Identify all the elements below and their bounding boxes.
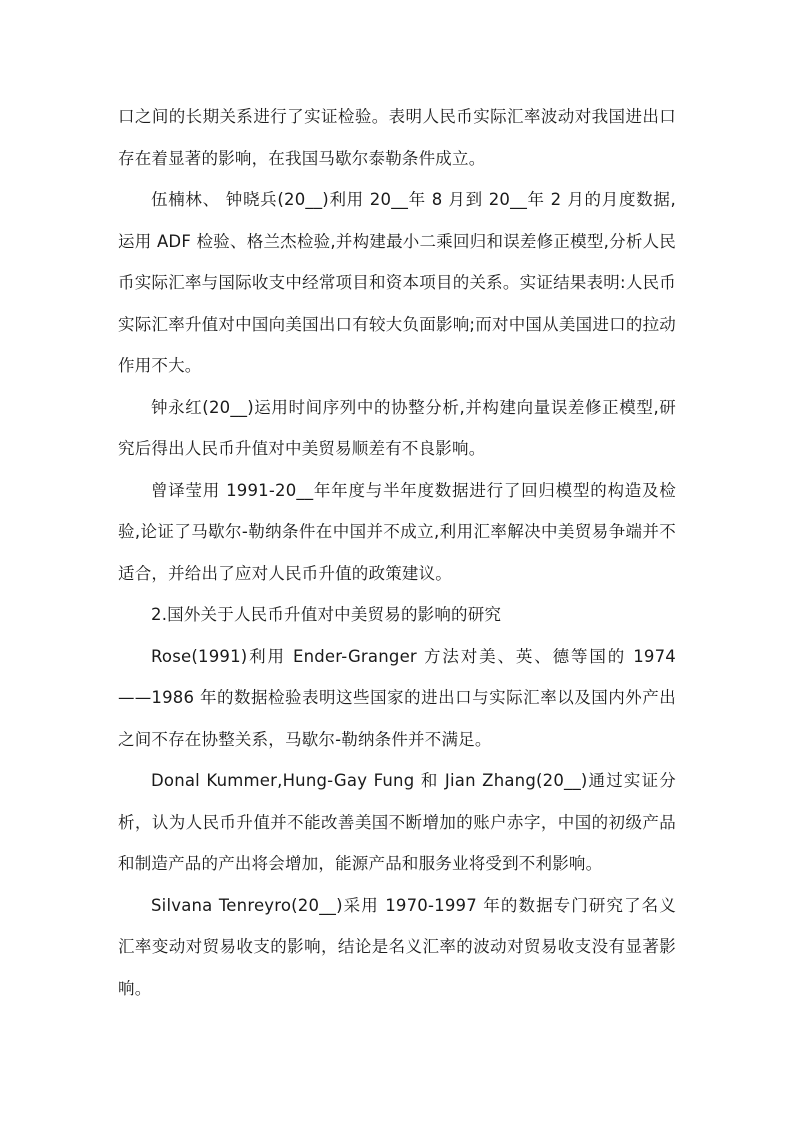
paragraph-zeng-yiying: 曾译莹用 1991-20__年年度与半年度数据进行了回归模型的构造及检验,论证了马歇尔-勒纳条件在中国并不成立,利用汇率解决中美贸易争端并不适合，并给出了应对人民币升值的政策建议。 bbox=[118, 480, 676, 583]
paragraph-rose: Rose(1991)利用 Ender-Granger 方法对美、英、德等国的 1974——1986 年的数据检验表明这些国家的进出口与实际汇率以及国内外产出之间不存在协整关系，马歇尔-勒纳条件并不满足。 bbox=[118, 646, 676, 749]
section-heading-foreign-research: 2.国外关于人民币升值对中美贸易的影响的研究 bbox=[151, 605, 502, 624]
paragraph-zhong-yonghong: 钟永红(20__)运用时间序列中的协整分析,并构建向量误差修正模型,研究后得出人民币升值对中美贸易顺差有不良影响。 bbox=[118, 397, 676, 458]
paragraph-wu-zhong: 伍楠林、 钟晓兵(20__)利用 20__年 8 月到 20__年 2 月的月度数据,运用 ADF 检验、格兰杰检验,并构建最小二乘回归和误差修正模型,分析人民币实际汇率与国际收支中经常项目和资本项目的关系。实证结果表明:人民币实际汇率升值对中国向美国出口有较大负面影响;而对中国从美国进口的拉动作用不大。 bbox=[118, 190, 676, 375]
paragraph-continued: 口之间的长期关系进行了实证检验。表明人民币实际汇率波动对我国进出口存在着显著的影响，在我国马歇尔泰勒条件成立。 bbox=[118, 107, 676, 168]
body-text bbox=[118, 96, 676, 1009]
paragraph-tenreyro: Silvana Tenreyro(20__)采用 1970-1997 年的数据专门研究了名义汇率变动对贸易收支的影响，结论是名义汇率的波动对贸易收支没有显著影响。 bbox=[118, 895, 676, 998]
paragraph-kummer-fung-zhang: Donal Kummer,Hung-Gay Fung 和 Jian Zhang(20__)通过实证分析，认为人民币升值并不能改善美国不断增加的账户赤字，中国的初级产品和制造产品的产出将会增加，能源产品和服务业将受到不利影响。 bbox=[118, 771, 676, 873]
